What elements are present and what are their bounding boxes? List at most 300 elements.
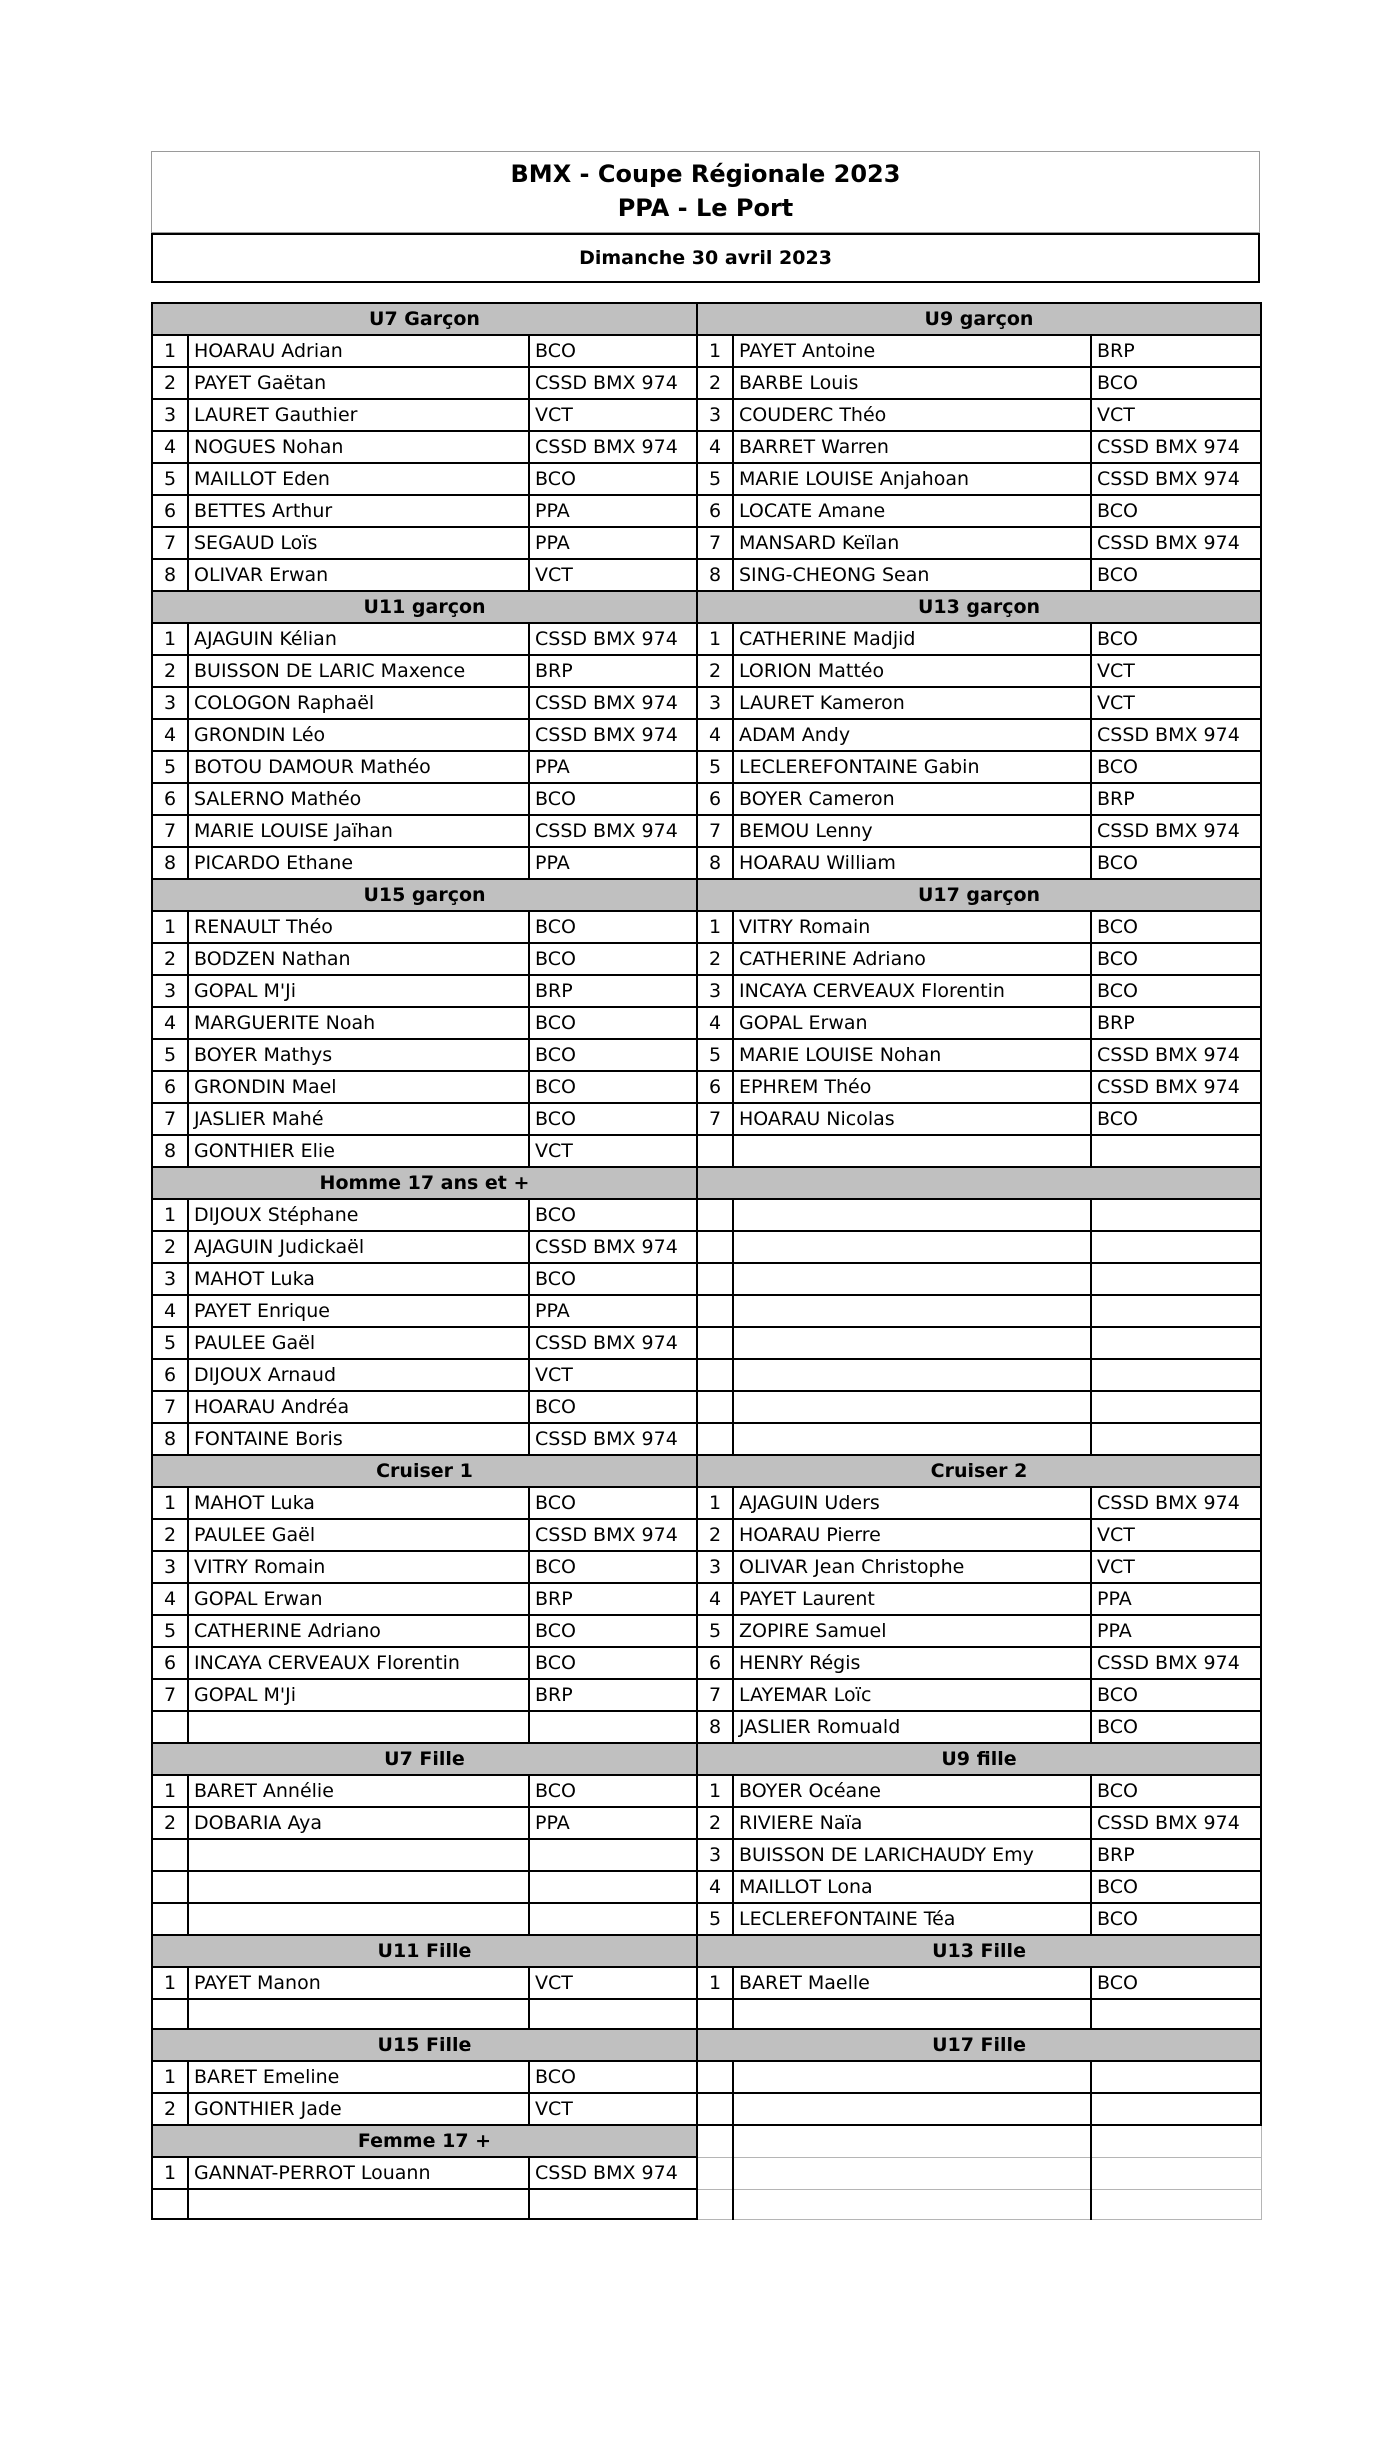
- left-rank-cell: 2: [152, 1807, 188, 1839]
- right-club-cell: BRP: [1091, 335, 1261, 367]
- left-club-cell: BCO: [529, 463, 697, 495]
- table-row: [152, 1231, 1261, 1263]
- left-club-cell: [529, 2189, 697, 2219]
- left-rank-cell: [152, 1903, 188, 1935]
- table-row: [152, 1615, 1261, 1647]
- left-rider-name-cell: GRONDIN Léo: [188, 719, 529, 751]
- table-row: [152, 1839, 1261, 1871]
- left-club-cell: VCT: [529, 1967, 697, 1999]
- right-club-cell: CSSD BMX 974: [1091, 1647, 1261, 1679]
- category-header-row: [152, 1455, 1261, 1487]
- right-rider-name-cell: LAURET Kameron: [733, 687, 1091, 719]
- left-club-cell: VCT: [529, 1135, 697, 1167]
- right-rider-name-cell: [733, 1199, 1091, 1231]
- table-row: [152, 1999, 1261, 2029]
- right-club-cell: PPA: [1091, 1615, 1261, 1647]
- category-header-row: [152, 2029, 1261, 2061]
- left-rider-name-cell: MAILLOT Eden: [188, 463, 529, 495]
- right-rank-cell: 7: [697, 1679, 733, 1711]
- category-header-row: [152, 1935, 1261, 1967]
- left-rider-name-cell: CATHERINE Adriano: [188, 1615, 529, 1647]
- right-rank-cell: 8: [697, 1711, 733, 1743]
- right-club-cell: VCT: [1091, 687, 1261, 719]
- left-rank-cell: 1: [152, 335, 188, 367]
- left-rider-name-cell: GOPAL M'Ji: [188, 975, 529, 1007]
- right-rank-cell: 4: [697, 1007, 733, 1039]
- right-rider-name-cell: COUDERC Théo: [733, 399, 1091, 431]
- right-rank-cell: [697, 1263, 733, 1295]
- table-row: [152, 2189, 1261, 2219]
- left-rider-name-cell: [188, 1839, 529, 1871]
- left-rank-cell: [152, 1839, 188, 1871]
- right-rank-cell: 6: [697, 1647, 733, 1679]
- right-rank-cell: 6: [697, 495, 733, 527]
- table-row: [152, 1903, 1261, 1935]
- left-club-cell: PPA: [529, 1807, 697, 1839]
- category-title-left: U15 garçon: [152, 879, 697, 911]
- document-subtitle: PPA - Le Port: [617, 194, 794, 222]
- right-club-cell: BCO: [1091, 1871, 1261, 1903]
- left-rank-cell: 4: [152, 1295, 188, 1327]
- table-row: [152, 1519, 1261, 1551]
- left-rider-name-cell: [188, 1903, 529, 1935]
- right-rank-cell: 2: [697, 1519, 733, 1551]
- table-row: [152, 1967, 1261, 1999]
- left-rank-cell: [152, 1711, 188, 1743]
- right-club-cell: BCO: [1091, 495, 1261, 527]
- right-rank-cell: [697, 1199, 733, 1231]
- table-row: [152, 335, 1261, 367]
- left-rider-name-cell: PAULEE Gaël: [188, 1327, 529, 1359]
- category-header-row: [152, 2125, 1261, 2157]
- right-rider-name-cell: [733, 1263, 1091, 1295]
- left-rider-name-cell: DOBARIA Aya: [188, 1807, 529, 1839]
- right-rank-cell: 7: [697, 527, 733, 559]
- left-rank-cell: 1: [152, 2157, 188, 2189]
- right-rank-cell: 1: [697, 911, 733, 943]
- table-row: [152, 655, 1261, 687]
- right-club-cell: BCO: [1091, 751, 1261, 783]
- right-rider-name-cell: BOYER Océane: [733, 1775, 1091, 1807]
- table-row: [152, 623, 1261, 655]
- right-club-cell: BCO: [1091, 367, 1261, 399]
- left-rider-name-cell: AJAGUIN Judickaël: [188, 1231, 529, 1263]
- left-rider-name-cell: PICARDO Ethane: [188, 847, 529, 879]
- right-rider-name-cell: SING-CHEONG Sean: [733, 559, 1091, 591]
- left-rider-name-cell: BARET Emeline: [188, 2061, 529, 2093]
- right-rider-name-cell: HENRY Régis: [733, 1647, 1091, 1679]
- event-date: Dimanche 30 avril 2023: [151, 233, 1260, 283]
- left-rank-cell: 5: [152, 751, 188, 783]
- right-rider-name-cell: PAYET Antoine: [733, 335, 1091, 367]
- right-club-cell: [1091, 2093, 1261, 2125]
- category-header-row: [152, 303, 1261, 335]
- left-rank-cell: 2: [152, 943, 188, 975]
- table-row: [152, 815, 1261, 847]
- left-club-cell: CSSD BMX 974: [529, 815, 697, 847]
- right-rank-cell: 7: [697, 1103, 733, 1135]
- left-rider-name-cell: MARGUERITE Noah: [188, 1007, 529, 1039]
- results-sheet: [151, 151, 1260, 2184]
- left-club-cell: CSSD BMX 974: [529, 1423, 697, 1455]
- right-rank-cell: 5: [697, 1615, 733, 1647]
- table-row: [152, 1263, 1261, 1295]
- category-header-row: [152, 879, 1261, 911]
- left-rank-cell: 2: [152, 1231, 188, 1263]
- left-rank-cell: 5: [152, 1327, 188, 1359]
- left-club-cell: VCT: [529, 399, 697, 431]
- category-title-left: U15 Fille: [152, 2029, 697, 2061]
- left-rank-cell: 1: [152, 1775, 188, 1807]
- right-rank-cell: 2: [697, 1807, 733, 1839]
- left-club-cell: BCO: [529, 1199, 697, 1231]
- right-rider-name-cell: LECLEREFONTAINE Téa: [733, 1903, 1091, 1935]
- table-row: [152, 719, 1261, 751]
- right-club-cell: VCT: [1091, 399, 1261, 431]
- right-club-cell: CSSD BMX 974: [1091, 719, 1261, 751]
- right-club-cell: BCO: [1091, 847, 1261, 879]
- left-club-cell: CSSD BMX 974: [529, 719, 697, 751]
- table-row: [152, 1359, 1261, 1391]
- right-club-cell: [1091, 1295, 1261, 1327]
- left-rank-cell: [152, 1871, 188, 1903]
- left-rider-name-cell: PAYET Enrique: [188, 1295, 529, 1327]
- left-rank-cell: 2: [152, 1519, 188, 1551]
- table-row: [152, 1135, 1261, 1167]
- left-club-cell: BCO: [529, 911, 697, 943]
- right-rank-cell: [697, 2061, 733, 2093]
- left-rank-cell: 6: [152, 783, 188, 815]
- right-club-cell: [1091, 2061, 1261, 2093]
- left-rider-name-cell: GONTHIER Elie: [188, 1135, 529, 1167]
- table-row: [152, 1039, 1261, 1071]
- left-club-cell: BCO: [529, 1775, 697, 1807]
- table-row: [152, 431, 1261, 463]
- table-row: [152, 1871, 1261, 1903]
- category-header-row: [152, 591, 1261, 623]
- right-club-cell: [1091, 1423, 1261, 1455]
- left-rank-cell: 3: [152, 975, 188, 1007]
- left-club-cell: CSSD BMX 974: [529, 431, 697, 463]
- left-club-cell: CSSD BMX 974: [529, 687, 697, 719]
- right-club-cell: CSSD BMX 974: [1091, 1039, 1261, 1071]
- left-rider-name-cell: GONTHIER Jade: [188, 2093, 529, 2125]
- right-club-cell: BCO: [1091, 943, 1261, 975]
- right-rank-cell: [697, 2093, 733, 2125]
- right-club-cell: [1091, 1231, 1261, 1263]
- left-club-cell: [529, 1711, 697, 1743]
- left-rank-cell: 8: [152, 847, 188, 879]
- left-rank-cell: 5: [152, 1039, 188, 1071]
- right-club-cell: BRP: [1091, 783, 1261, 815]
- left-rank-cell: [152, 1999, 188, 2029]
- right-rider-name-cell: CATHERINE Adriano: [733, 943, 1091, 975]
- right-rider-name-cell: LECLEREFONTAINE Gabin: [733, 751, 1091, 783]
- right-club-cell: BCO: [1091, 623, 1261, 655]
- left-rank-cell: 2: [152, 367, 188, 399]
- right-rider-name-cell: MANSARD Keïlan: [733, 527, 1091, 559]
- left-rider-name-cell: MAHOT Luka: [188, 1263, 529, 1295]
- right-rider-name-cell: ADAM Andy: [733, 719, 1091, 751]
- right-rank-cell: 5: [697, 751, 733, 783]
- table-row: [152, 2061, 1261, 2093]
- left-club-cell: PPA: [529, 847, 697, 879]
- left-club-cell: BRP: [529, 975, 697, 1007]
- left-club-cell: VCT: [529, 1359, 697, 1391]
- right-rank-cell: [697, 1999, 733, 2029]
- table-row: [152, 1391, 1261, 1423]
- left-club-cell: CSSD BMX 974: [529, 1327, 697, 1359]
- left-club-cell: VCT: [529, 2093, 697, 2125]
- left-rank-cell: 3: [152, 1263, 188, 1295]
- left-rank-cell: 1: [152, 911, 188, 943]
- table-row: [152, 1199, 1261, 1231]
- category-title-right: Cruiser 2: [697, 1455, 1261, 1487]
- left-rider-name-cell: [188, 2189, 529, 2219]
- right-rider-name-cell: BEMOU Lenny: [733, 815, 1091, 847]
- right-rank-cell: 3: [697, 687, 733, 719]
- right-club-cell: [1091, 1135, 1261, 1167]
- left-rider-name-cell: LAURET Gauthier: [188, 399, 529, 431]
- category-title-left: Homme 17 ans et +: [152, 1167, 697, 1199]
- left-rider-name-cell: NOGUES Nohan: [188, 431, 529, 463]
- document-title: BMX - Coupe Régionale 2023: [510, 160, 901, 188]
- right-club-cell: CSSD BMX 974: [1091, 1071, 1261, 1103]
- table-row: [152, 751, 1261, 783]
- right-rider-name-cell: JASLIER Romuald: [733, 1711, 1091, 1743]
- right-club-cell: BCO: [1091, 1103, 1261, 1135]
- right-rider-name-cell: BARET Maelle: [733, 1967, 1091, 1999]
- left-rider-name-cell: MAHOT Luka: [188, 1487, 529, 1519]
- right-rider-name-cell: [733, 2093, 1091, 2125]
- right-club-cell: [1091, 1327, 1261, 1359]
- right-rank-cell: [697, 1359, 733, 1391]
- right-rider-name-cell: [733, 1295, 1091, 1327]
- right-rank-cell: 5: [697, 1039, 733, 1071]
- left-rider-name-cell: OLIVAR Erwan: [188, 559, 529, 591]
- right-rank-cell: 5: [697, 1903, 733, 1935]
- category-title-right: U13 Fille: [697, 1935, 1261, 1967]
- left-club-cell: BCO: [529, 1039, 697, 1071]
- right-club-cell: [1091, 1263, 1261, 1295]
- right-rider-name-cell: BOYER Cameron: [733, 783, 1091, 815]
- left-rank-cell: 7: [152, 1103, 188, 1135]
- right-club-cell: BCO: [1091, 1679, 1261, 1711]
- left-club-cell: BRP: [529, 1583, 697, 1615]
- left-rank-cell: 4: [152, 1583, 188, 1615]
- right-rank-cell: 6: [697, 783, 733, 815]
- right-rider-name-cell: AJAGUIN Uders: [733, 1487, 1091, 1519]
- right-rank-cell: [697, 1295, 733, 1327]
- right-rank-cell: 3: [697, 975, 733, 1007]
- left-rider-name-cell: BUISSON DE LARIC Maxence: [188, 655, 529, 687]
- left-club-cell: BCO: [529, 335, 697, 367]
- right-rank-cell: [697, 1327, 733, 1359]
- left-rank-cell: 6: [152, 1071, 188, 1103]
- table-row: [152, 1711, 1261, 1743]
- left-club-cell: CSSD BMX 974: [529, 367, 697, 399]
- empty-cell: [733, 2157, 1091, 2189]
- left-club-cell: BCO: [529, 1071, 697, 1103]
- right-rank-cell: 1: [697, 1967, 733, 1999]
- left-rider-name-cell: SEGAUD Loïs: [188, 527, 529, 559]
- left-rider-name-cell: RENAULT Théo: [188, 911, 529, 943]
- right-rider-name-cell: HOARAU Nicolas: [733, 1103, 1091, 1135]
- right-rider-name-cell: [733, 1327, 1091, 1359]
- category-title-left: U7 Fille: [152, 1743, 697, 1775]
- left-rank-cell: 1: [152, 623, 188, 655]
- right-club-cell: BCO: [1091, 1711, 1261, 1743]
- empty-cell: [697, 2189, 733, 2219]
- right-club-cell: CSSD BMX 974: [1091, 1487, 1261, 1519]
- left-rider-name-cell: JASLIER Mahé: [188, 1103, 529, 1135]
- right-rank-cell: 4: [697, 431, 733, 463]
- left-rider-name-cell: MARIE LOUISE Jaïhan: [188, 815, 529, 847]
- left-club-cell: BCO: [529, 1615, 697, 1647]
- empty-cell: [697, 2157, 733, 2189]
- left-rank-cell: 1: [152, 2061, 188, 2093]
- results-table: [151, 302, 1262, 2220]
- left-rank-cell: 3: [152, 399, 188, 431]
- left-rider-name-cell: GOPAL M'Ji: [188, 1679, 529, 1711]
- right-club-cell: [1091, 1391, 1261, 1423]
- left-club-cell: PPA: [529, 1295, 697, 1327]
- right-rider-name-cell: PAYET Laurent: [733, 1583, 1091, 1615]
- left-club-cell: [529, 1999, 697, 2029]
- right-rank-cell: [697, 1135, 733, 1167]
- right-rank-cell: 7: [697, 815, 733, 847]
- left-rider-name-cell: BARET Annélie: [188, 1775, 529, 1807]
- table-row: [152, 847, 1261, 879]
- right-rider-name-cell: [733, 2061, 1091, 2093]
- right-rank-cell: [697, 1231, 733, 1263]
- right-rider-name-cell: CATHERINE Madjid: [733, 623, 1091, 655]
- left-rank-cell: 7: [152, 1391, 188, 1423]
- left-rank-cell: 8: [152, 1423, 188, 1455]
- right-rank-cell: 8: [697, 559, 733, 591]
- right-club-cell: [1091, 1199, 1261, 1231]
- right-club-cell: BCO: [1091, 559, 1261, 591]
- category-title-right: U9 fille: [697, 1743, 1261, 1775]
- right-rank-cell: 8: [697, 847, 733, 879]
- table-row: [152, 1103, 1261, 1135]
- left-rider-name-cell: [188, 1999, 529, 2029]
- category-title-left: Cruiser 1: [152, 1455, 697, 1487]
- right-club-cell: [1091, 1999, 1261, 2029]
- right-rank-cell: 3: [697, 1839, 733, 1871]
- table-row: [152, 2093, 1261, 2125]
- table-row: [152, 495, 1261, 527]
- right-rank-cell: 3: [697, 1551, 733, 1583]
- left-rank-cell: 7: [152, 527, 188, 559]
- table-row: [152, 399, 1261, 431]
- category-header-row: [152, 1743, 1261, 1775]
- table-row: [152, 911, 1261, 943]
- left-rider-name-cell: GANNAT-PERROT Louann: [188, 2157, 529, 2189]
- left-club-cell: PPA: [529, 527, 697, 559]
- right-club-cell: CSSD BMX 974: [1091, 527, 1261, 559]
- left-rank-cell: 4: [152, 431, 188, 463]
- table-row: [152, 1487, 1261, 1519]
- right-rider-name-cell: [733, 1231, 1091, 1263]
- right-rider-name-cell: BARBE Louis: [733, 367, 1091, 399]
- table-row: [152, 783, 1261, 815]
- left-club-cell: [529, 1871, 697, 1903]
- left-rank-cell: 1: [152, 1487, 188, 1519]
- right-rider-name-cell: MAILLOT Lona: [733, 1871, 1091, 1903]
- right-rider-name-cell: LAYEMAR Loïc: [733, 1679, 1091, 1711]
- left-club-cell: CSSD BMX 974: [529, 2157, 697, 2189]
- right-club-cell: BRP: [1091, 1839, 1261, 1871]
- category-title-left: U7 Garçon: [152, 303, 697, 335]
- category-title-right: U17 garçon: [697, 879, 1261, 911]
- document-title-box: [151, 151, 1260, 233]
- left-rider-name-cell: HOARAU Andréa: [188, 1391, 529, 1423]
- left-rank-cell: 3: [152, 1551, 188, 1583]
- left-rank-cell: [152, 2189, 188, 2219]
- left-rank-cell: 8: [152, 1135, 188, 1167]
- left-club-cell: PPA: [529, 495, 697, 527]
- table-row: [152, 367, 1261, 399]
- right-rank-cell: 1: [697, 1487, 733, 1519]
- table-row: [152, 1007, 1261, 1039]
- left-rank-cell: 7: [152, 1679, 188, 1711]
- left-rider-name-cell: INCAYA CERVEAUX Florentin: [188, 1647, 529, 1679]
- right-rank-cell: 1: [697, 623, 733, 655]
- right-rank-cell: 4: [697, 719, 733, 751]
- empty-cell: [733, 2189, 1091, 2219]
- right-rider-name-cell: BUISSON DE LARICHAUDY Emy: [733, 1839, 1091, 1871]
- table-row: [152, 1423, 1261, 1455]
- right-rank-cell: 4: [697, 1871, 733, 1903]
- right-rank-cell: 1: [697, 335, 733, 367]
- left-rider-name-cell: PAULEE Gaël: [188, 1519, 529, 1551]
- left-rank-cell: 4: [152, 1007, 188, 1039]
- right-rider-name-cell: RIVIERE Naïa: [733, 1807, 1091, 1839]
- left-rank-cell: 1: [152, 1967, 188, 1999]
- left-club-cell: BCO: [529, 943, 697, 975]
- table-row: [152, 687, 1261, 719]
- left-rider-name-cell: BOYER Mathys: [188, 1039, 529, 1071]
- left-rider-name-cell: [188, 1711, 529, 1743]
- right-rank-cell: 1: [697, 1775, 733, 1807]
- left-rider-name-cell: VITRY Romain: [188, 1551, 529, 1583]
- table-row: [152, 1071, 1261, 1103]
- right-rank-cell: 2: [697, 943, 733, 975]
- table-row: [152, 559, 1261, 591]
- left-club-cell: BCO: [529, 1007, 697, 1039]
- table-row: [152, 463, 1261, 495]
- right-club-cell: VCT: [1091, 1519, 1261, 1551]
- left-club-cell: PPA: [529, 751, 697, 783]
- right-rank-cell: 2: [697, 655, 733, 687]
- right-club-cell: [1091, 1359, 1261, 1391]
- left-club-cell: BCO: [529, 1487, 697, 1519]
- category-title-right: U13 garçon: [697, 591, 1261, 623]
- left-rider-name-cell: DIJOUX Stéphane: [188, 1199, 529, 1231]
- left-rank-cell: 5: [152, 463, 188, 495]
- table-row: [152, 1551, 1261, 1583]
- right-club-cell: BCO: [1091, 1775, 1261, 1807]
- right-rider-name-cell: BARRET Warren: [733, 431, 1091, 463]
- left-rider-name-cell: PAYET Gaëtan: [188, 367, 529, 399]
- left-club-cell: [529, 1839, 697, 1871]
- left-club-cell: BRP: [529, 655, 697, 687]
- right-rider-name-cell: INCAYA CERVEAUX Florentin: [733, 975, 1091, 1007]
- right-rider-name-cell: LOCATE Amane: [733, 495, 1091, 527]
- right-rider-name-cell: LORION Mattéo: [733, 655, 1091, 687]
- right-rank-cell: 4: [697, 1583, 733, 1615]
